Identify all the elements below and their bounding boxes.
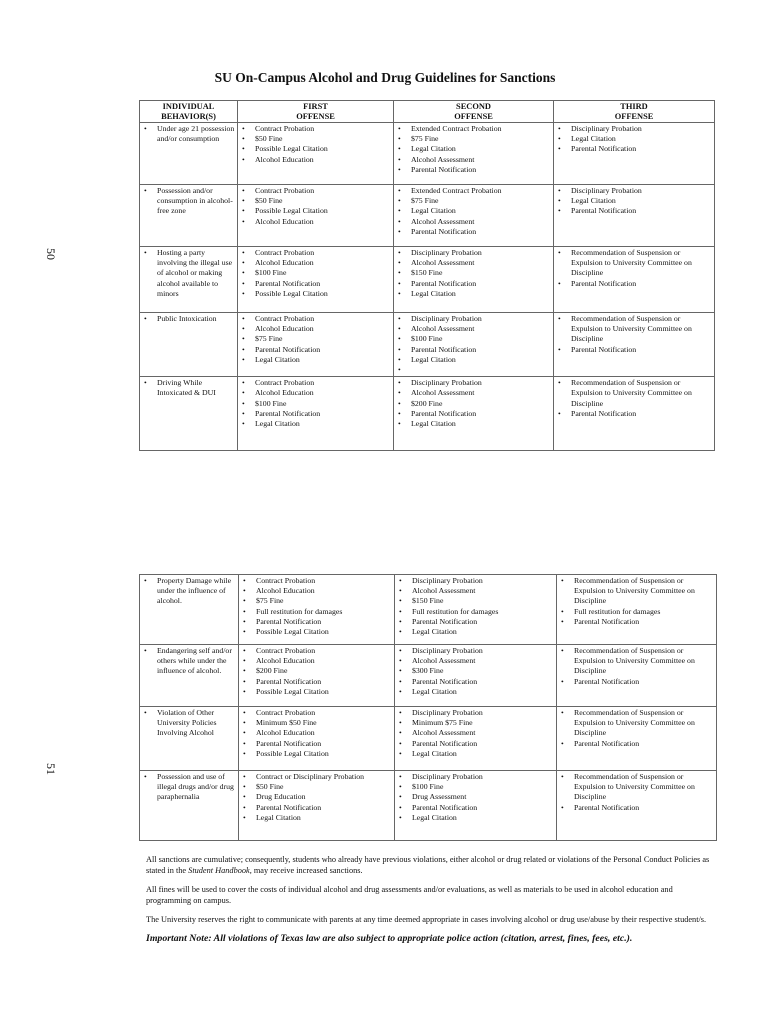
sanction-item: • Full restitution for damages (241, 607, 392, 617)
second-offense-cell (395, 645, 557, 707)
behavior-cell (140, 575, 239, 645)
sanction-item: • Legal Citation (556, 196, 712, 206)
sanction-item: • Contract Probation (240, 378, 391, 388)
behavior-text: • Possession and/or consumption in alcohol-free zone (142, 186, 235, 217)
sanction-item: • $150 Fine (396, 268, 551, 278)
sanction-item: • Legal Citation (396, 355, 551, 365)
sanction-item: • Alcohol Assessment (396, 155, 551, 165)
sanction-item: • Parental Notification (559, 739, 714, 749)
first-offense-cell (239, 707, 395, 771)
sanction-item: • Parental Notification (556, 144, 712, 154)
sanction-item: • Alcohol Education (241, 656, 392, 666)
sanction-item: • Extended Contract Probation (396, 124, 551, 134)
sanction-item: • $50 Fine (241, 782, 392, 792)
sanction-item: • Alcohol Assessment (396, 388, 551, 398)
sanction-item: • Recommendation of Suspension or Expulsion to University Committee on Discipline (559, 576, 714, 607)
sanction-item: • $200 Fine (396, 399, 551, 409)
second-offense-cell (394, 377, 554, 451)
first-offense-cell (238, 313, 394, 377)
sanction-item: • Drug Assessment (397, 792, 554, 802)
third-offense-cell (557, 771, 717, 841)
student-handbook-title: Student Handbook (188, 866, 250, 875)
sanction-item: • Disciplinary Probation (396, 378, 551, 388)
note-cumulative: All sanctions are cumulative; consequently, students who already have previous violations, either alcohol or drug related or violations of the Personal Conduct Policies as stated in the Student Handbook, may receive increased sanctions. (146, 855, 710, 875)
second-offense-cell (394, 123, 554, 185)
table-header-row (140, 101, 715, 123)
sanction-item: • Parental Notification (241, 677, 392, 687)
sanction-item: • Alcohol Education (240, 217, 391, 227)
sanction-item: • Disciplinary Probation (397, 708, 554, 718)
sanction-item (396, 365, 551, 375)
second-offense-cell (395, 771, 557, 841)
sanction-item: • Parental Notification (240, 279, 391, 289)
sanction-item: • Alcohol Education (240, 324, 391, 334)
sanction-item: • Legal Citation (240, 355, 391, 365)
sanction-item: • Contract Probation (241, 708, 392, 718)
sanction-item: • Recommendation of Suspension or Expulsion to University Committee on Discipline (556, 248, 712, 279)
behavior-cell (140, 377, 238, 451)
sanction-item: • Alcohol Education (240, 388, 391, 398)
first-offense-cell (238, 123, 394, 185)
sanctions-table-other (139, 574, 717, 841)
sanction-item: • $75 Fine (241, 596, 392, 606)
sanction-item: • Recommendation of Suspension or Expulsion to University Committee on Discipline (559, 772, 714, 803)
sanction-item: • Alcohol Assessment (397, 586, 554, 596)
sanction-item: • Possible Legal Citation (241, 687, 392, 697)
sanction-item: • Full restitution for damages (559, 607, 714, 617)
notes-section (146, 854, 718, 952)
sanction-item: • Disciplinary Probation (396, 314, 551, 324)
sanction-item: • Parental Notification (241, 739, 392, 749)
table-row (140, 645, 717, 707)
important-note: Important Note: All violations of Texas law are also subject to appropriate police action (citation, arrest, fines, fees, etc.). (146, 933, 633, 944)
sanction-item: • Possible Legal Citation (240, 289, 391, 299)
sanction-item: • $300 Fine (397, 666, 554, 676)
sanction-item: • Contract or Disciplinary Probation (241, 772, 392, 782)
behavior-cell (140, 771, 239, 841)
behavior-cell (140, 123, 238, 185)
sanction-item: • Recommendation of Suspension or Expulsion to University Committee on Discipline (559, 708, 714, 739)
sanction-item: • Legal Citation (396, 206, 551, 216)
page-number-51: 51 (44, 763, 58, 775)
sanction-item: • $75 Fine (396, 134, 551, 144)
sanction-item: • Legal Citation (396, 144, 551, 154)
sanction-item: • Parental Notification (556, 409, 712, 419)
sanction-item: • $75 Fine (240, 334, 391, 344)
sanction-item: • Contract Probation (240, 248, 391, 258)
sanction-item: • $100 Fine (396, 334, 551, 344)
sanction-item: • $50 Fine (240, 134, 391, 144)
sanction-item: • Minimum $50 Fine (241, 718, 392, 728)
sanction-item: • Legal Citation (397, 687, 554, 697)
third-offense-cell (557, 575, 717, 645)
sanction-item: • Alcohol Education (240, 258, 391, 268)
sanction-item: • Extended Contract Probation (396, 186, 551, 196)
sanction-item: • Alcohol Assessment (397, 728, 554, 738)
third-offense-cell (554, 313, 715, 377)
sanction-item: • Legal Citation (397, 627, 554, 637)
sanction-item: • Contract Probation (241, 646, 392, 656)
note-communicate: The University reserves the right to communicate with parents at any time deemed appropriate in cases involving alcohol or drug use/abuse by their respective student/s. (146, 915, 707, 924)
sanction-item: • Parental Notification (397, 677, 554, 687)
sanction-item: • Parental Notification (396, 409, 551, 419)
header-third-offense: THIRD OFFENSE (554, 101, 715, 123)
sanction-item: • Legal Citation (397, 749, 554, 759)
table-row (140, 377, 715, 451)
page-number-50: 50 (44, 248, 58, 260)
header-second-offense: SECOND OFFENSE (394, 101, 554, 123)
sanction-item: • Possible Legal Citation (241, 749, 392, 759)
table-row (140, 313, 715, 377)
second-offense-cell (394, 185, 554, 247)
sanction-item: • Contract Probation (240, 314, 391, 324)
sanction-item: • Parental Notification (241, 803, 392, 813)
sanction-item: • Disciplinary Probation (556, 124, 712, 134)
sanction-item: • Legal Citation (397, 813, 554, 823)
first-offense-cell (238, 185, 394, 247)
behavior-cell (140, 185, 238, 247)
sanction-item: • Parental Notification (556, 206, 712, 216)
sanction-item: • Parental Notification (556, 345, 712, 355)
first-offense-cell (238, 377, 394, 451)
sanction-item: • Parental Notification (241, 617, 392, 627)
second-offense-cell (394, 247, 554, 313)
sanction-item: • $50 Fine (240, 196, 391, 206)
sanction-item: • Parental Notification (556, 279, 712, 289)
sanction-item: • Contract Probation (240, 124, 391, 134)
sanction-item: • $100 Fine (240, 399, 391, 409)
sanction-item: • Recommendation of Suspension or Expulsion to University Committee on Discipline (556, 314, 712, 345)
behavior-text: • Endangering self and/or others while under the influence of alcohol. (142, 646, 236, 677)
page-title: SU On-Campus Alcohol and Drug Guidelines for Sanctions (214, 70, 556, 85)
behavior-cell (140, 313, 238, 377)
sanction-item: • Parental Notification (397, 803, 554, 813)
sanction-item: • Alcohol Education (241, 586, 392, 596)
sanction-item: • Alcohol Assessment (396, 217, 551, 227)
third-offense-cell (554, 377, 715, 451)
table-row (140, 707, 717, 771)
sanction-item: • Recommendation of Suspension or Expulsion to University Committee on Discipline (556, 378, 712, 409)
sanction-item: • Parental Notification (397, 617, 554, 627)
sanction-item: • Possible Legal Citation (241, 627, 392, 637)
sanction-item: • $200 Fine (241, 666, 392, 676)
sanction-item: • Legal Citation (556, 134, 712, 144)
behavior-text: • Property Damage while under the influence of alcohol. (142, 576, 236, 607)
table-row (140, 247, 715, 313)
sanction-item: • Parental Notification (240, 345, 391, 355)
sanction-item: • Contract Probation (241, 576, 392, 586)
sanction-item: • Contract Probation (240, 186, 391, 196)
table-row (140, 771, 717, 841)
sanctions-table-alcohol (139, 100, 715, 451)
sanction-item: • $100 Fine (397, 782, 554, 792)
behavior-text: • Driving While Intoxicated & DUI (142, 378, 235, 398)
sanction-item: • Recommendation of Suspension or Expulsion to University Committee on Discipline (559, 646, 714, 677)
third-offense-cell (554, 185, 715, 247)
behavior-cell (140, 707, 239, 771)
sanction-item: • $100 Fine (240, 268, 391, 278)
behavior-text: • Under age 21 possession and/or consumption (142, 124, 235, 144)
behavior-cell (140, 247, 238, 313)
sanction-item: • Alcohol Assessment (396, 258, 551, 268)
sanction-item: • Possible Legal Citation (240, 144, 391, 154)
third-offense-cell (554, 123, 715, 185)
sanction-item: • Parental Notification (240, 409, 391, 419)
second-offense-cell (394, 313, 554, 377)
sanction-item: • Full restitution for damages (397, 607, 554, 617)
table-row (140, 123, 715, 185)
sanction-item: • Minimum $75 Fine (397, 718, 554, 728)
sanction-item: • Disciplinary Probation (397, 576, 554, 586)
sanction-item: • Alcohol Education (241, 728, 392, 738)
table-row (140, 575, 717, 645)
first-offense-cell (239, 575, 395, 645)
sanction-item: • Disciplinary Probation (397, 646, 554, 656)
behavior-text: • Violation of Other University Policies Involving Alcohol (142, 708, 236, 739)
sanction-item: • $150 Fine (397, 596, 554, 606)
table-row (140, 185, 715, 247)
sanction-item: • Parental Notification (396, 165, 551, 175)
sanction-item: • Disciplinary Probation (397, 772, 554, 782)
sanction-item: • Legal Citation (241, 813, 392, 823)
first-offense-cell (239, 645, 395, 707)
third-offense-cell (554, 247, 715, 313)
first-offense-cell (238, 247, 394, 313)
sanction-item: • Alcohol Assessment (397, 656, 554, 666)
third-offense-cell (557, 645, 717, 707)
sanction-item: • Disciplinary Probation (396, 248, 551, 258)
sanction-item: • Alcohol Assessment (396, 324, 551, 334)
behavior-text: • Possession and use of illegal drugs and/or drug paraphernalia (142, 772, 236, 803)
second-offense-cell (395, 707, 557, 771)
behavior-cell (140, 645, 239, 707)
sanction-item: • Parental Notification (396, 227, 551, 237)
sanction-item: • Parental Notification (559, 617, 714, 627)
sanction-item: • Parental Notification (559, 677, 714, 687)
sanction-item: • Parental Notification (397, 739, 554, 749)
behavior-text: • Public Intoxication (142, 314, 235, 324)
first-offense-cell (239, 771, 395, 841)
behavior-text: • Hosting a party involving the illegal use of alcohol or making alcohol available to minors (142, 248, 235, 299)
sanction-item: • Legal Citation (396, 419, 551, 429)
third-offense-cell (557, 707, 717, 771)
note-fines: All fines will be used to cover the costs of individual alcohol and drug assessments and/or evaluations, as well as materials to be used in alcohol education and programming on campus. (146, 885, 673, 905)
sanction-item: • $75 Fine (396, 196, 551, 206)
sanction-item: • Parental Notification (396, 279, 551, 289)
sanction-item: • Alcohol Education (240, 155, 391, 165)
sanction-item: • Parental Notification (559, 803, 714, 813)
sanction-item: • Legal Citation (240, 419, 391, 429)
sanction-item: • Drug Education (241, 792, 392, 802)
second-offense-cell (395, 575, 557, 645)
sanction-item: • Disciplinary Probation (556, 186, 712, 196)
header-first-offense: FIRST OFFENSE (238, 101, 394, 123)
header-behavior: INDIVIDUAL BEHAVIOR(S) (140, 101, 238, 123)
sanction-item: • Legal Citation (396, 289, 551, 299)
sanction-item: • Possible Legal Citation (240, 206, 391, 216)
sanction-item: • Parental Notification (396, 345, 551, 355)
